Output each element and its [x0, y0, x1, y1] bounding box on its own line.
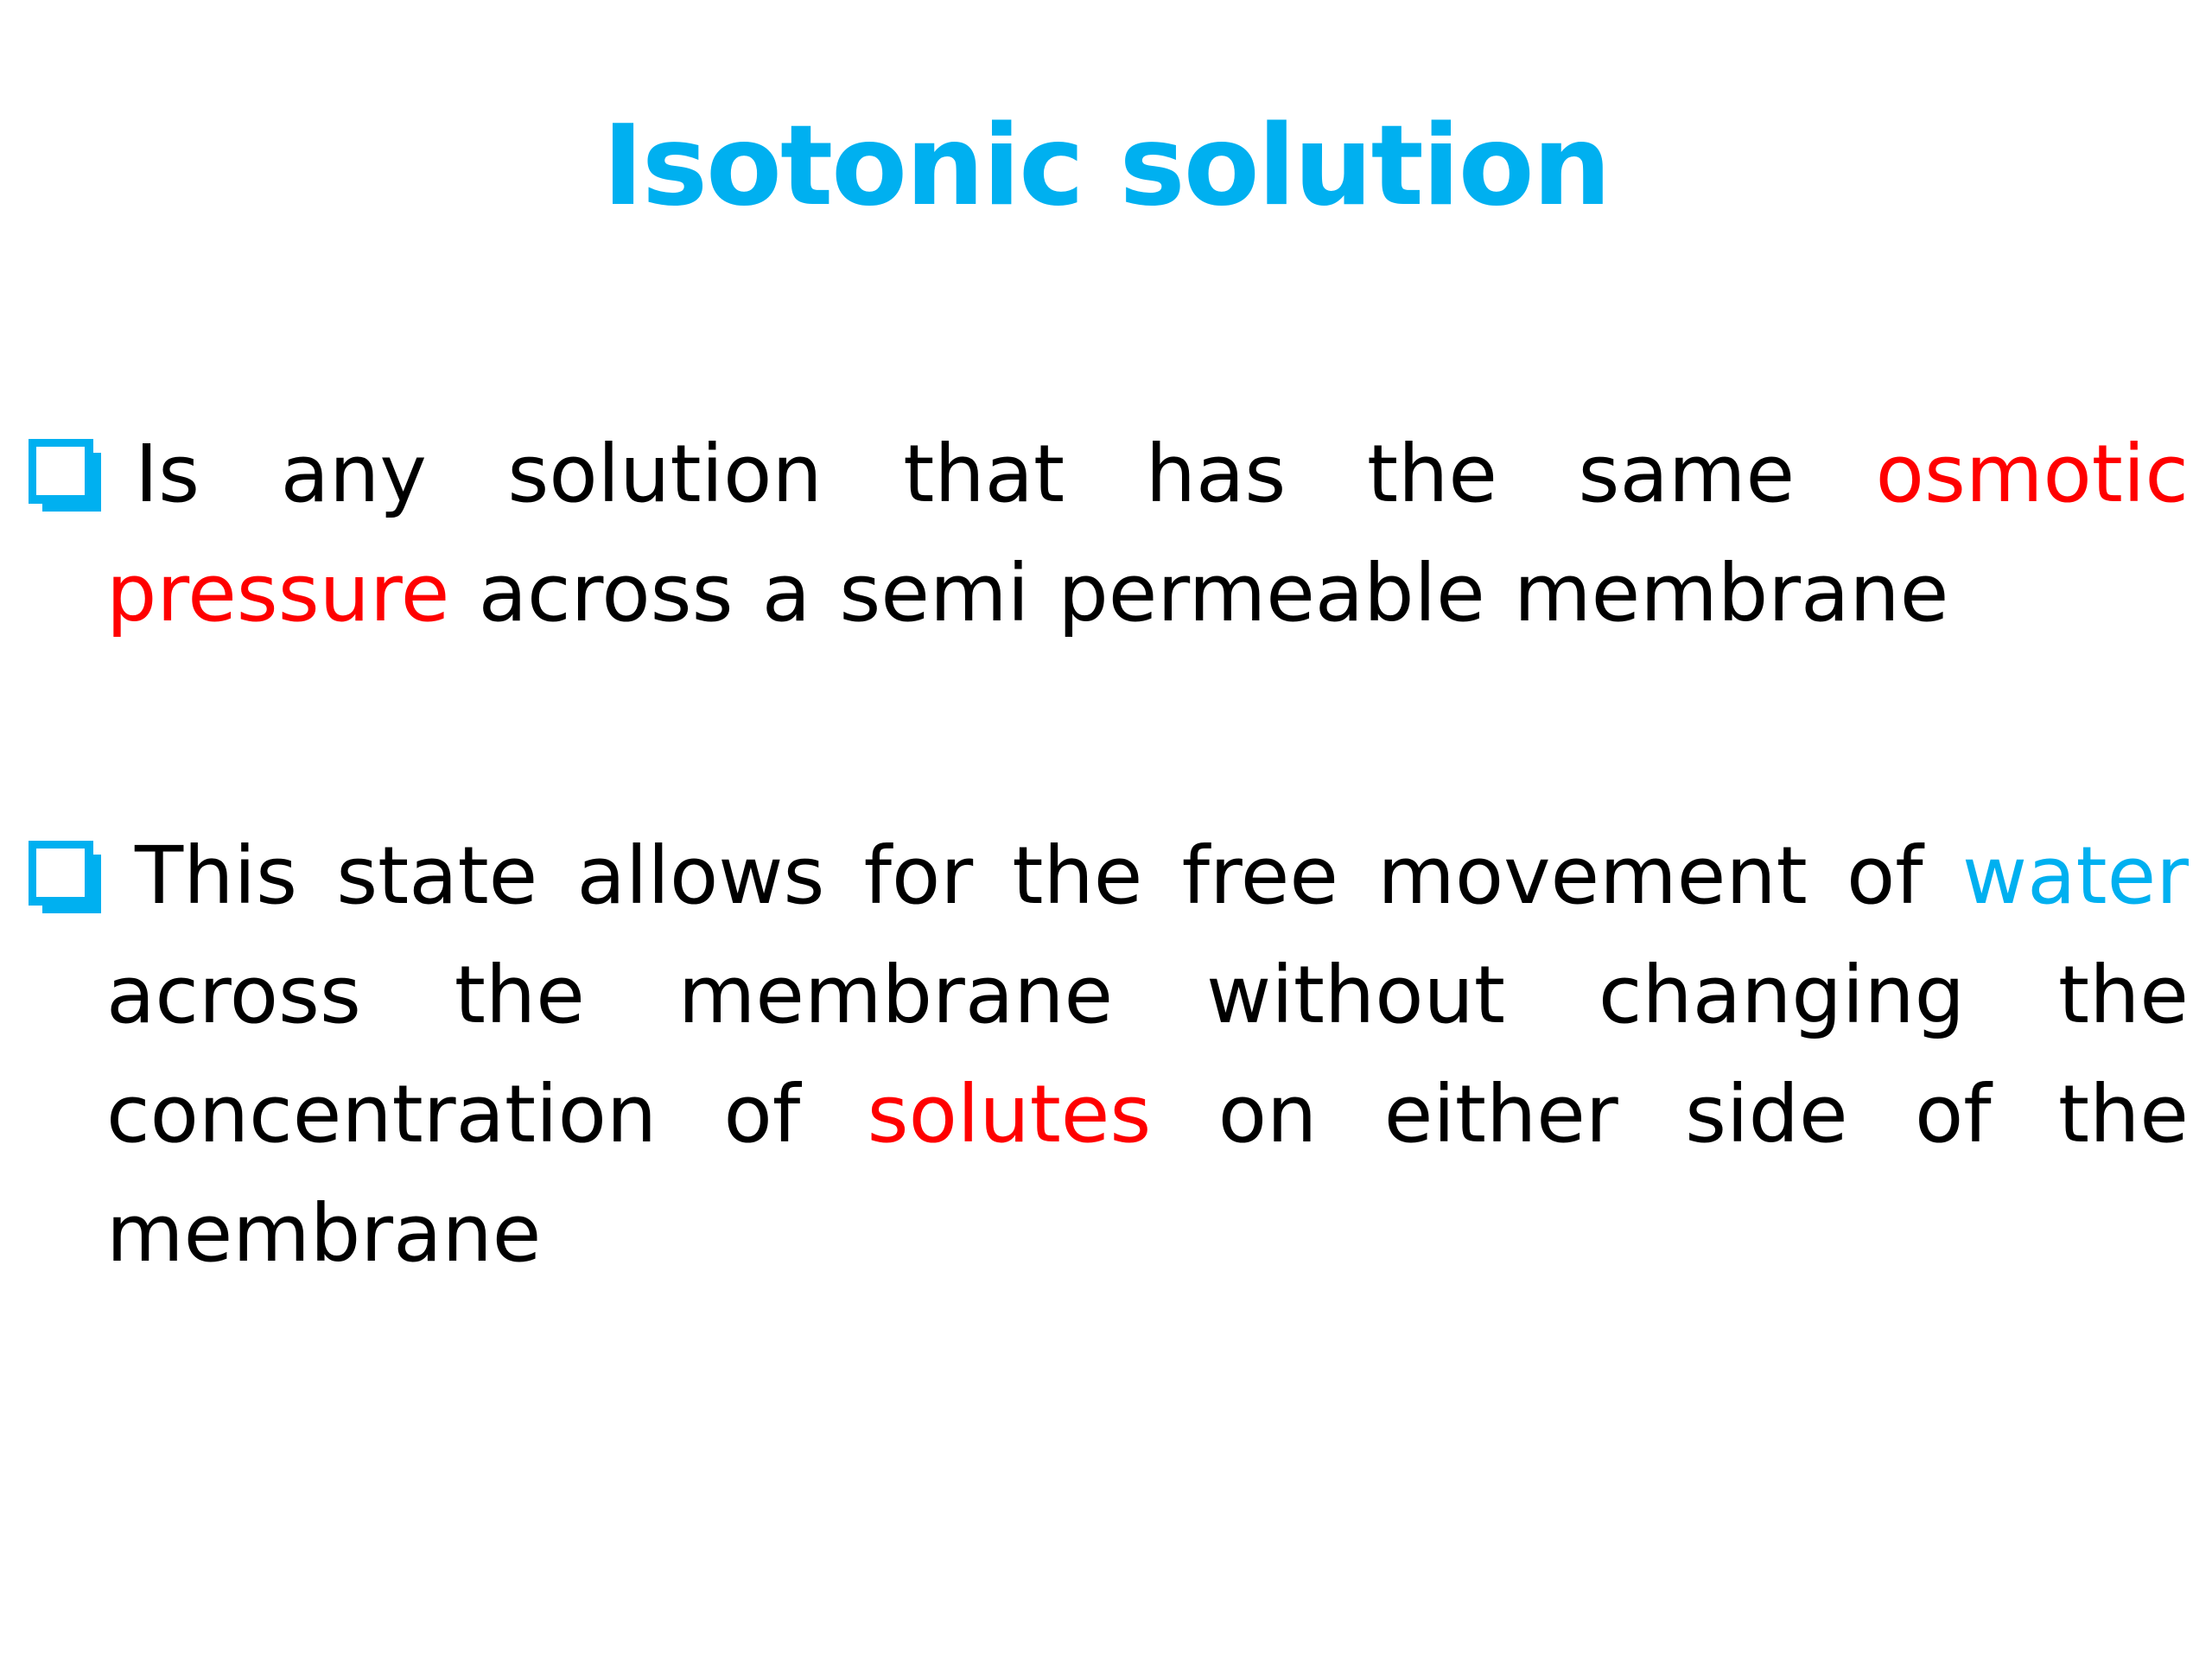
bullet-1-text-part1: Is any solution that has the same	[135, 428, 1876, 520]
checkbox-square-icon	[29, 841, 101, 913]
bullet-text-2	[106, 817, 2189, 1294]
bullet-1-highlight-osmotic-pressure: osmotic pressure	[106, 428, 2189, 639]
slide-title: Isotonic solution	[602, 102, 1610, 231]
bullet-2-highlight-water: water	[1961, 830, 2189, 922]
bullet-2-text-part1: This state allows for the free movement of	[135, 830, 1962, 922]
bullet-2-highlight-solutes: solutes	[867, 1068, 1152, 1160]
checkbox-square-icon	[29, 439, 101, 512]
bullet-1-text-part2: across a semi permeable membrane	[449, 547, 1949, 639]
bullet-text-1	[106, 415, 2189, 653]
bullet-2-text-part3: on either side of the membrane	[106, 1068, 2190, 1280]
bullet-2-text-part2: across the membrane without changing the concentration of	[106, 949, 2189, 1160]
